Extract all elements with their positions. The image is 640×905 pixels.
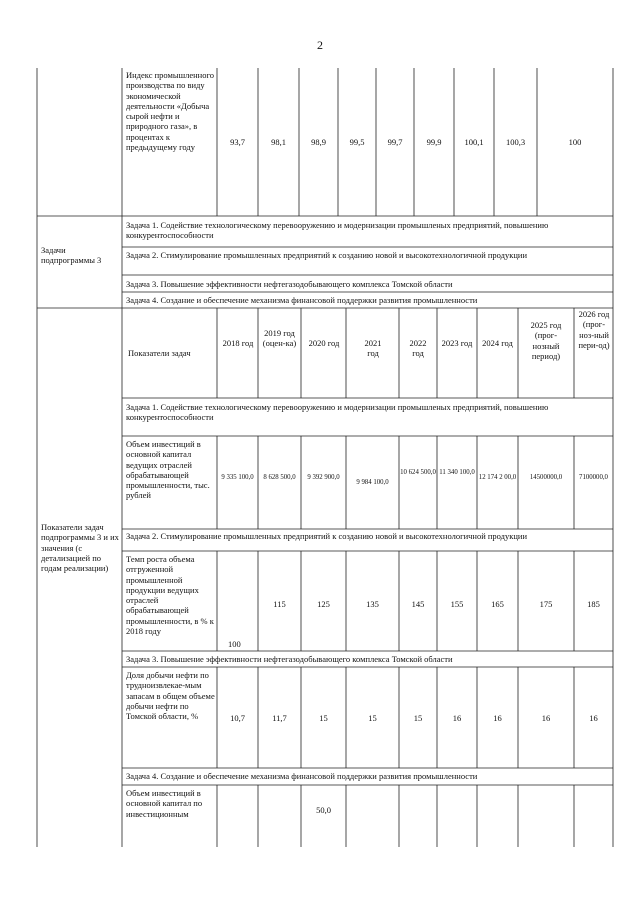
table-cell: 100,3 xyxy=(505,137,526,147)
indicator-1-label: Объем инвестиций в основной капитал ведущих отраслей обрабатывающей промышленности, тыс. рублей xyxy=(126,439,210,501)
table-cell: 8 628 500,0 xyxy=(263,474,296,481)
table-cell: 16 xyxy=(541,713,551,723)
table-cell: 11 340 100,0 xyxy=(439,469,475,476)
table-cell: 14500000,0 xyxy=(529,474,563,481)
table-cell: 155 xyxy=(450,599,464,609)
table-cell: 12 174 2 00,0 xyxy=(478,474,517,481)
tasks-section-label: Задачи подпрограммы 3 xyxy=(41,245,102,266)
table-cell: 165 xyxy=(491,599,504,609)
table-cell: 16 xyxy=(452,713,462,723)
indicator-2-label: Темп роста объема отгруженной промышленной продукции ведущих отраслей обрабатывающей промышленности, в % к 2018 году xyxy=(126,554,214,637)
header-year-2024: 2024 год xyxy=(482,338,513,348)
page-number: 2 xyxy=(317,38,323,52)
table-cell: 9 984 100,0 xyxy=(356,479,389,486)
task-2-label: Задача 2. Стимулирование промышленных предприятий к созданию новой и высокотехнологичной продукции xyxy=(126,531,528,541)
table-cell: 15 xyxy=(319,713,328,723)
indicator-4-label: Объем инвестиций в основной капитал по инвестиционным xyxy=(126,788,203,819)
header-year-2022: 2022 год xyxy=(409,338,427,359)
table-cell: 16 xyxy=(493,713,502,723)
table-cell: 9 335 100,0 xyxy=(221,474,254,481)
table-cell: 15 xyxy=(368,713,377,723)
table-cell: 11,7 xyxy=(272,713,287,723)
header-year-2021: 2021 год xyxy=(364,338,382,359)
index-indicator-label: Индекс промышленного производства по виду экономической деятельности «Добыча сырой нефти и природного газа», в процентах к предыдущему году xyxy=(126,70,215,153)
header-year-2025: 2025 год (прог-нозный период) xyxy=(530,320,562,361)
table-cell: 10,7 xyxy=(230,713,245,723)
table-cell: 98,1 xyxy=(271,137,286,147)
header-year-2026: 2026 год (прог-ноз-ный пери-од) xyxy=(578,309,610,350)
table-cell: 135 xyxy=(366,599,379,609)
task-4-text: Задача 4. Создание и обеспечение механизма финансовой поддержки развития промышленности xyxy=(126,295,478,305)
table-cell: 115 xyxy=(273,599,286,609)
table-cell: 93,7 xyxy=(230,137,245,147)
table-cell: 185 xyxy=(587,599,600,609)
table-cell: 50,0 xyxy=(316,805,331,815)
table-cell: 16 xyxy=(589,713,598,723)
table-cell: 175 xyxy=(539,599,553,609)
task-4-label: Задача 4. Создание и обеспечение механизма финансовой поддержки развития промышленности xyxy=(126,771,478,781)
task-2-text: Задача 2. Стимулирование промышленных предприятий к созданию новой и высокотехнологичной продукции xyxy=(126,250,528,260)
table-cell: 98,9 xyxy=(311,137,326,147)
table-cell: 99,9 xyxy=(426,137,442,147)
table-cell: 9 392 900,0 xyxy=(307,474,340,481)
table-cell: 100 xyxy=(568,137,582,147)
table-cell: 99,5 xyxy=(349,137,365,147)
header-year-2023: 2023 год xyxy=(441,338,473,348)
table-cell: 10 624 500,0 xyxy=(400,469,436,476)
header-year-2020: 2020 год xyxy=(308,338,340,348)
task-1-text: Задача 1. Содействие технологическому перевооружению и модернизации промышленых предприятий, повышению конкурентоспособности xyxy=(126,220,549,241)
task-3-label: Задача 3. Повышение эффективности нефтегазодобывающего комплекса Томской области xyxy=(126,654,453,664)
task-1-label: Задача 1. Содействие технологическому перевооружению и модернизации промышленых предприятий, повышению конкурентоспособности xyxy=(126,402,549,423)
table-cell: 15 xyxy=(413,713,423,723)
task-3-text: Задача 3. Повышение эффективности нефтегазодобывающего комплекса Томской области xyxy=(126,279,453,289)
table-cell: 7100000,0 xyxy=(579,474,608,481)
table-cell: 100 xyxy=(228,639,241,649)
table-cell: 145 xyxy=(411,599,425,609)
header-indicators: Показатели задач xyxy=(128,348,191,358)
table-cell: 99,7 xyxy=(387,137,403,147)
table-cell: 125 xyxy=(317,599,330,609)
header-year-2019: 2019 год (оцен-ка) xyxy=(262,328,297,349)
header-year-2018: 2018 год xyxy=(222,338,254,348)
indicators-section-label: Показатели задач подпрограммы 3 и их значения (с детализацией по годам реализации) xyxy=(41,522,119,574)
indicator-3-label: Доля добычи нефти по трудноизвлекае-мым запасам в общем объеме добычи нефти по Томской области, % xyxy=(126,670,215,722)
table-cell: 100,1 xyxy=(464,137,484,147)
